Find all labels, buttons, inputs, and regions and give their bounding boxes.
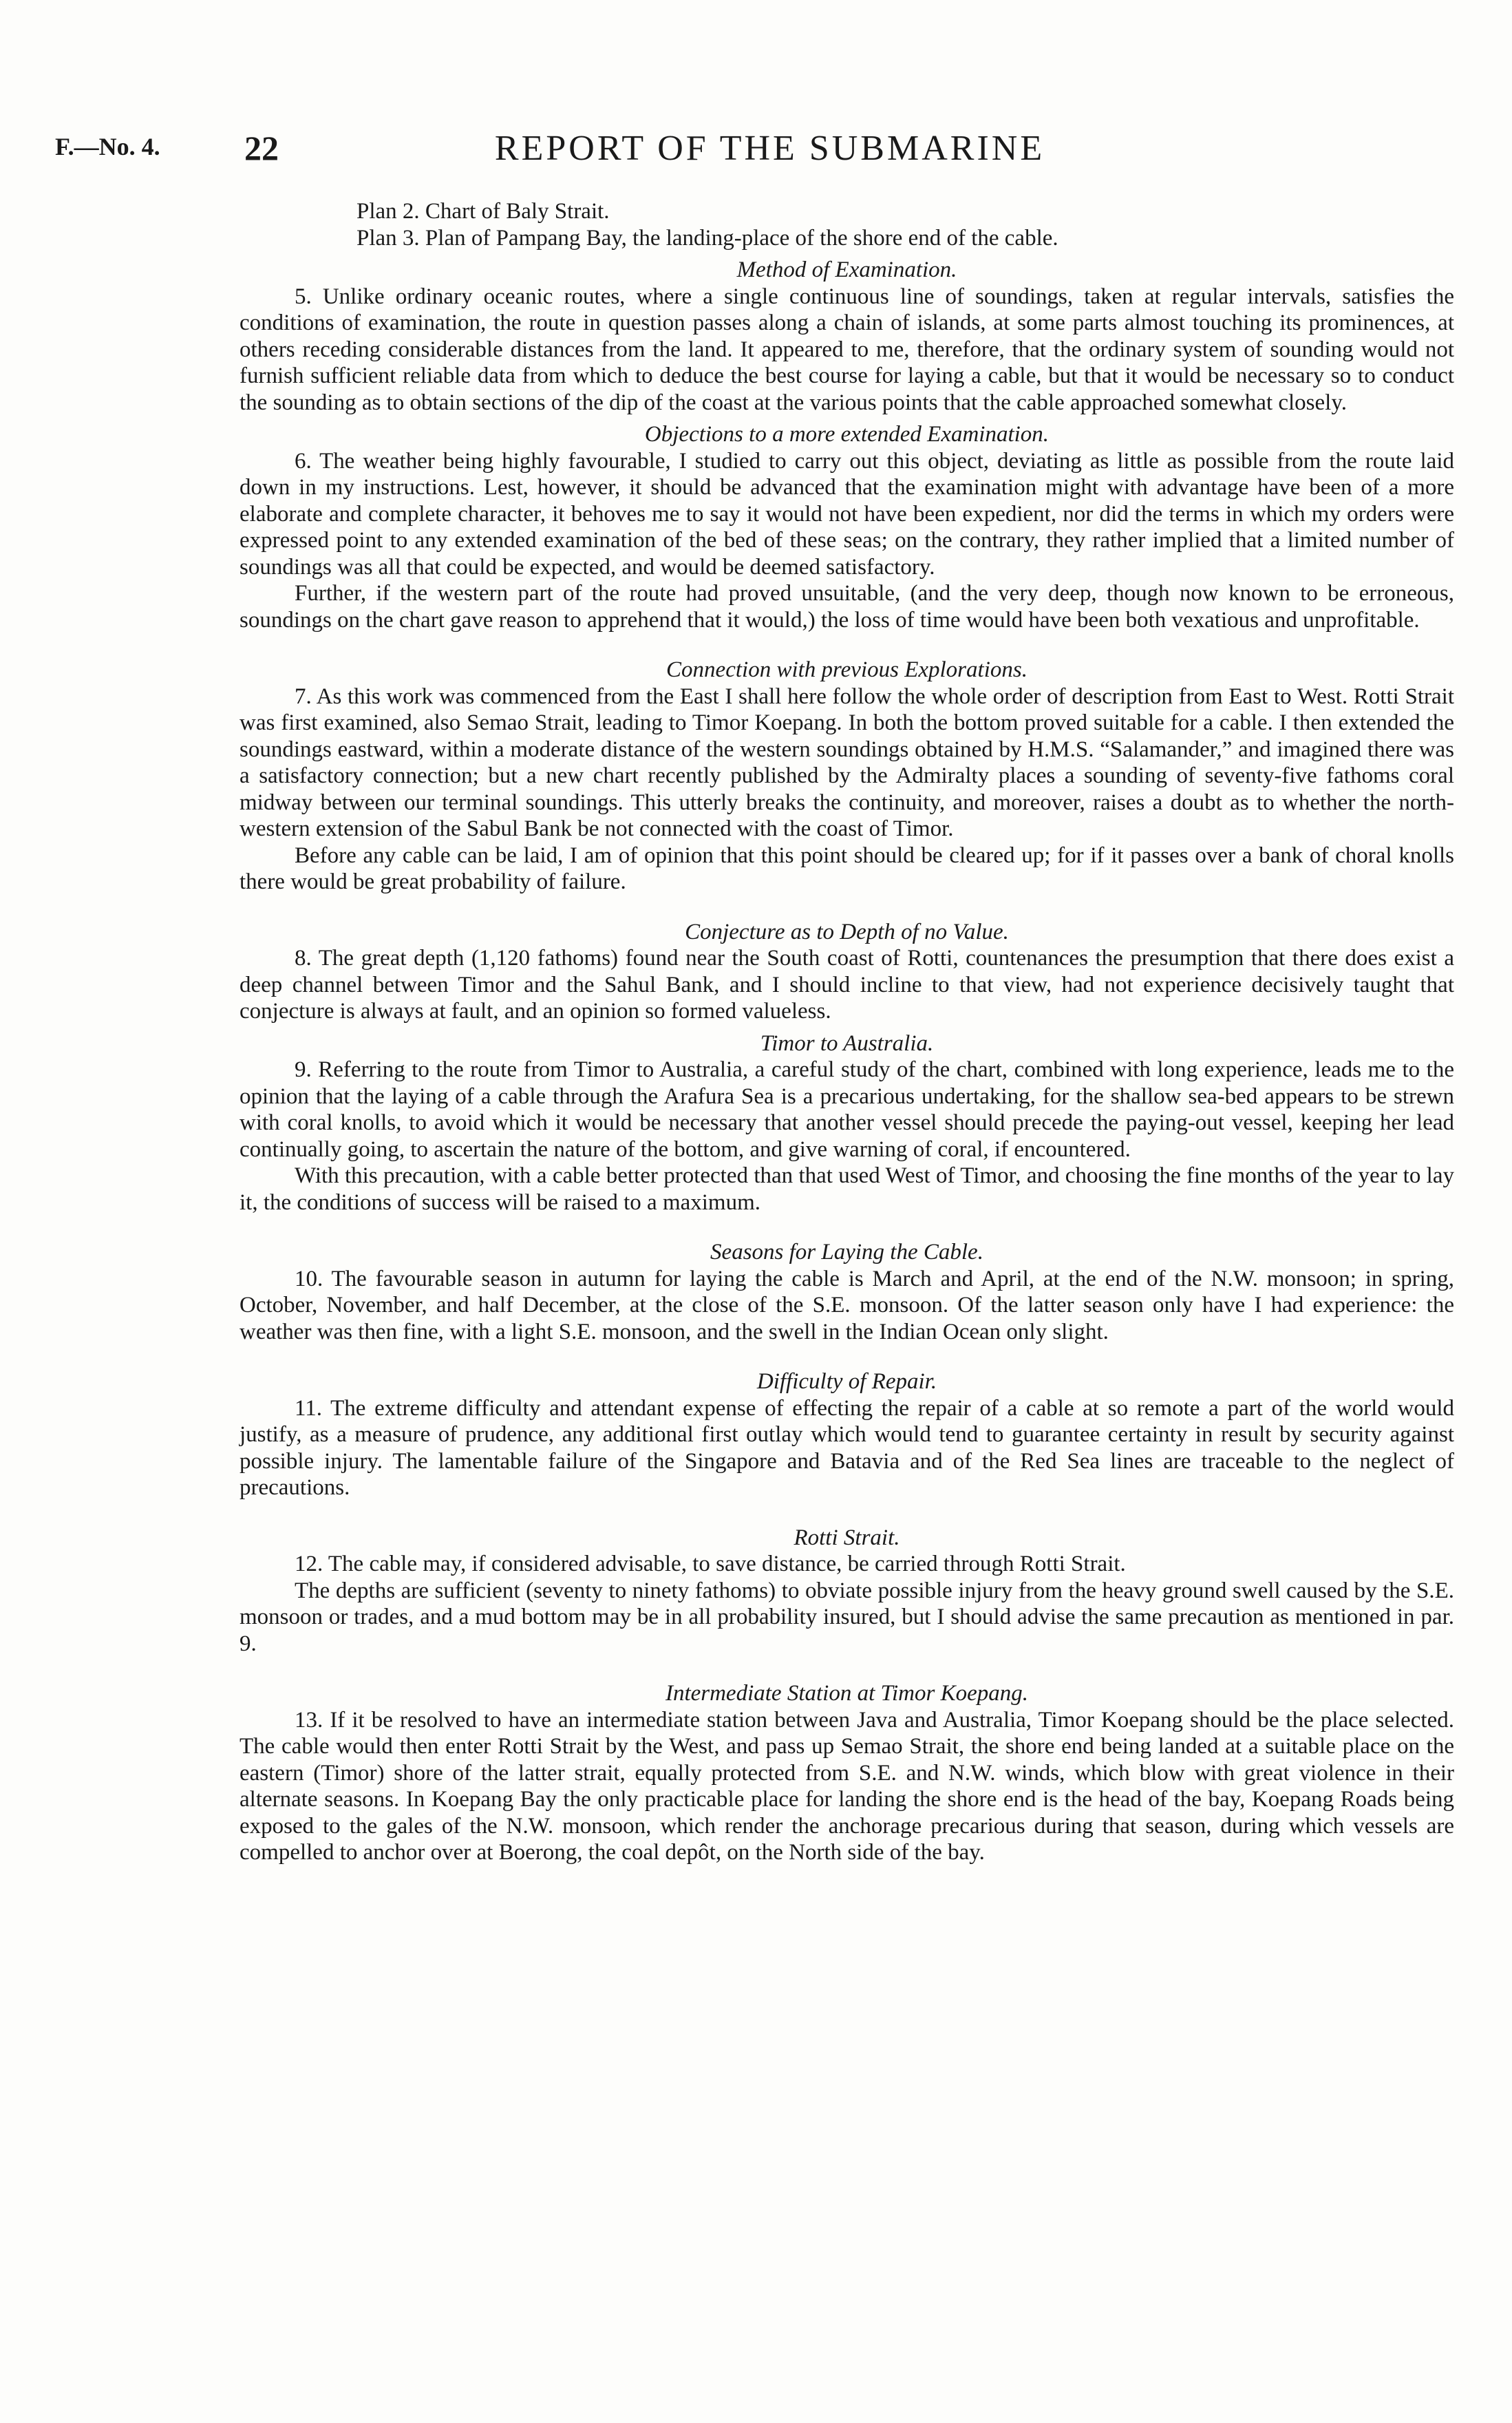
section-heading: Objections to a more extended Examination. <box>644 422 1050 447</box>
paragraph: 9. Referring to the route from Timor to Australia, a careful study of the chart, combined with long experience, leads me to the opinion that the laying of a cable through the Arafura Sea is a precarious undertaking, for the shallow sea-bed appears to be strewn with coral knolls, to avoid which it would be necessary that another vessel should precede the paying-out vessel, keeping her lead continually going, to ascertain the nature of the bottom, and give warning of coral, if encountered. <box>239 1057 1454 1162</box>
paragraph: Further, if the western part of the route had proved unsuitable, (and the very deep, though now known to be erroneous, soundings on the chart gave reason to apprehend that it would,) the loss of time would have been both vexatious and unprofitable. <box>239 581 1454 633</box>
paragraph: 5. Unlike ordinary oceanic routes, where a single continuous line of soundings, taken at regular intervals, satisfies the conditions of examination, the route in question passes along a chain of islands, at some parts almost touching its prominences, at others receding considerable distances from the land. It appeared to me, therefore, that the ordinary system of sounding would not furnish sufficient reliable data from which to deduce the best course for laying a cable, but that it would be necessary so to conduct the sounding as to obtain sections of the dip of the coast at the various points that the cable approached somewhat closely. <box>239 284 1454 415</box>
paragraph: 11. The extreme difficulty and attendant expense of effecting the repair of a cable at so remote a part of the world would justify, as a measure of prudence, any additional first outlay which would tend to guarantee certainty in result by security against possible injury. The lamentable failure of the Singapore and Batavia and of the Red Sea lines are traceable to the neglect of precautions. <box>239 1395 1454 1500</box>
document-reference: F.—No. 4. <box>55 133 160 160</box>
paragraph: Before any cable can be laid, I am of opinion that this point should be cleared up; for if it passes over a bank of choral knolls there would be great probability of failure. <box>239 843 1454 894</box>
body-text <box>239 198 1454 1866</box>
section-heading: Intermediate Station at Timor Koepang. <box>665 1681 1029 1706</box>
paragraph: 8. The great depth (1,120 fathoms) found near the South coast of Rotti, countenances the presumption that there does exist a deep channel between Timor and the Sahul Bank, and I should incline to that view, had not experience decisively taught that conjecture is always at fault, and an opinion so formed valueless. <box>239 946 1454 1024</box>
plan-line: Plan 2. Chart of Baly Strait. <box>356 199 610 224</box>
paragraph: 13. If it be resolved to have an intermediate station between Java and Australia, Timor Koepang should be the place selected. The cable would then enter Rotti Strait by the West, and pass up Semao Strait, the shore end being landed at a suitable place on the eastern (Timor) shore of the latter strait, equally protected from S.E. and N.W. winds, which blow with great violence in their alternate seasons. In Koepang Bay the only practicable place for landing the shore end is the head of the bay, Koepang Roads being exposed to the gales of the N.W. monsoon, which render the anchorage precarious during that season, during which vessels are compelled to anchor over at Boerong, the coal depôt, on the North side of the bay. <box>239 1707 1454 1865</box>
paragraph: 6. The weather being highly favourable, I studied to carry out this object, deviating as little as possible from the route laid down in my instructions. Lest, however, it should be advanced that the examination might with advantage have been of a more elaborate and complete character, it behoves me to say it would not have been expedient, nor did the terms in which my orders were expressed point to any extended examination of the bed of these seas; on the contrary, they rather implied that a limited number of soundings was all that could be expected, and would be deemed satisfactory. <box>239 448 1454 580</box>
section-heading: Method of Examination. <box>736 257 957 282</box>
paragraph: With this precaution, with a cable better protected than that used West of Timor, and choosing the fine months of the year to lay it, the conditions of success will be raised to a maximum. <box>239 1163 1454 1215</box>
paragraph: 10. The favourable season in autumn for laying the cable is March and April, at the end of the N.W. monsoon; in spring, October, November, and half December, at the close of the S.E. monsoon. Of the latter season only have I had experience: the weather was then fine, with a light S.E. monsoon, and the swell in the Indian Ocean only slight. <box>239 1266 1454 1344</box>
section-heading: Seasons for Laying the Cable. <box>710 1240 983 1265</box>
section-heading: Difficulty of Repair. <box>756 1369 937 1394</box>
paragraph: The depths are sufficient (seventy to ninety fathoms) to obviate possible injury from the heavy ground swell caused by the S.E. monsoon or trades, and a mud bottom may be in all probability insured, but I should advise the same precaution as mentioned in par. 9. <box>239 1578 1454 1656</box>
section-heading: Timor to Australia. <box>760 1030 934 1056</box>
plan-line: Plan 3. Plan of Pampang Bay, the landing-place of the shore end of the cable. <box>356 225 1058 251</box>
paragraph: 12. The cable may, if considered advisable, to save distance, be carried through Rotti Strait. <box>295 1552 1126 1576</box>
section-heading: Rotti Strait. <box>794 1525 900 1550</box>
page-number: 22 <box>244 129 279 167</box>
page-header <box>0 129 1512 173</box>
section-heading: Conjecture as to Depth of no Value. <box>685 919 1009 944</box>
section-heading: Connection with previous Explorations. <box>666 657 1027 682</box>
paragraph: 7. As this work was commenced from the East I shall here follow the whole order of description from East to West. Rotti Strait was first examined, also Semao Strait, leading to Timor Koepang. In both the bottom proved suitable for a cable. I then extended the soundings eastward, within a moderate distance of the western soundings obtained by H.M.S. “Salamander,” and imagined there was a satisfactory connection; but a new chart recently published by the Admiralty places a sounding of seventy-five fathoms coral midway between our terminal soundings. This utterly breaks the continuity, and moreover, raises a doubt as to whether the north-western extension of the Sabul Bank be not connected with the coast of Timor. <box>239 684 1454 841</box>
running-title: REPORT OF THE SUBMARINE <box>494 129 1045 168</box>
